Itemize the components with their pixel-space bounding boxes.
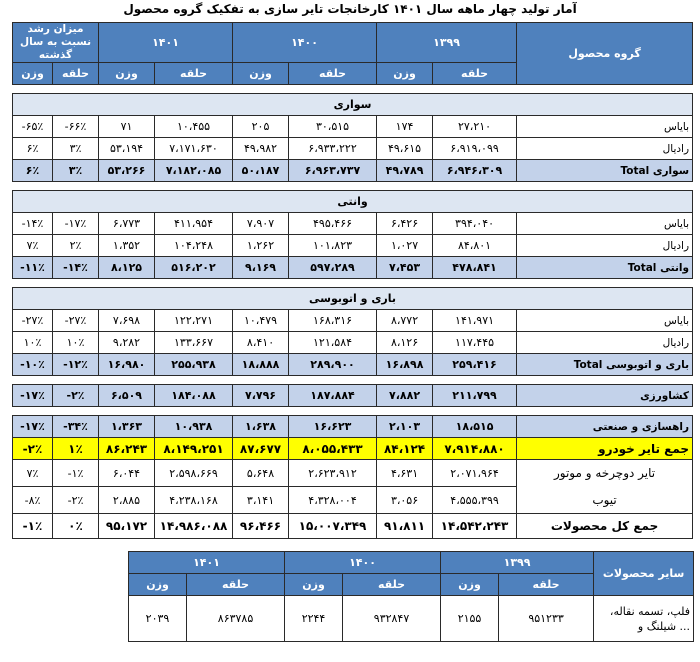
table-row	[13, 116, 693, 138]
weight-1401: ۹،۲۸۲	[99, 332, 155, 354]
row-label: کشاورزی	[517, 385, 693, 407]
growth-ring: ۳٪	[53, 138, 99, 160]
ring-1401: ۱۴،۹۸۶،۰۸۸	[155, 514, 233, 539]
weight-1401: ۱،۳۵۲	[99, 235, 155, 257]
ring-1400: ۱۸۷،۸۸۴	[289, 385, 377, 407]
weight-1400: ۹،۱۶۹	[233, 257, 289, 279]
ring-1400: ۱۰۱،۸۲۳	[289, 235, 377, 257]
weight-1401: ۵۳،۱۹۴	[99, 138, 155, 160]
ring-header: حلقه	[53, 63, 99, 85]
ring-1401: ۴،۲۳۸،۱۶۸	[155, 487, 233, 514]
row-label: تیوب	[517, 487, 693, 514]
ring-header: حلقه	[155, 63, 233, 85]
other-group-header: سایر محصولات	[594, 552, 694, 596]
total-row	[13, 257, 693, 279]
total-row	[13, 416, 693, 438]
growth-weight: -۱۷٪	[13, 385, 53, 407]
growth-ring: -۱۴٪	[53, 257, 99, 279]
growth-header: میزان رشد نسبت به سال گذشته	[13, 23, 99, 63]
weight-1399: ۱،۰۲۷	[377, 235, 433, 257]
table-row	[13, 310, 693, 332]
ring-1401: ۵۱۶،۲۰۲	[155, 257, 233, 279]
weight-1401: ۵۳،۲۶۶	[99, 160, 155, 182]
weight-header: وزن	[99, 63, 155, 85]
ring-1399: ۳۹۴،۰۴۰	[433, 213, 517, 235]
weight-1399: ۴۹،۷۸۹	[377, 160, 433, 182]
ring-1401: ۴۱۱،۹۵۴	[155, 213, 233, 235]
growth-ring: -۱۲٪	[53, 354, 99, 376]
growth-ring: -۲٪	[53, 487, 99, 514]
year-1399-header: ۱۳۹۹	[377, 23, 517, 63]
growth-ring: ۳٪	[53, 160, 99, 182]
weight-1401: ۸،۱۲۵	[99, 257, 155, 279]
row-label: رادیال	[517, 235, 693, 257]
ring-1400: ۸،۰۵۵،۴۳۳	[289, 438, 377, 460]
row-label: فلپ، تسمه نقاله، شیلنگ و ...	[594, 596, 694, 642]
table-row	[13, 213, 693, 235]
growth-weight: -۲۷٪	[13, 310, 53, 332]
ring-header: حلقه	[289, 63, 377, 85]
weight-header: وزن	[441, 574, 499, 596]
total-row	[13, 385, 693, 407]
weight-1400: ۱،۶۳۸	[233, 416, 289, 438]
growth-ring: -۱۷٪	[53, 213, 99, 235]
weight-header: وزن	[233, 63, 289, 85]
section-title: باری و اتوبوسی	[13, 288, 693, 310]
weight-header: وزن	[129, 574, 187, 596]
production-table	[12, 22, 693, 539]
ring-1401: ۱۰،۴۵۵	[155, 116, 233, 138]
ring-1399: ۲۵۹،۴۱۶	[433, 354, 517, 376]
ring-1399: ۷،۹۱۴،۸۸۰	[433, 438, 517, 460]
growth-weight: -۱۰٪	[13, 354, 53, 376]
row-label: جمع تایر خودرو	[517, 438, 693, 460]
growth-weight: ۷٪	[13, 235, 53, 257]
weight-1400: ۸۷،۶۷۷	[233, 438, 289, 460]
weight-header: وزن	[285, 574, 343, 596]
ring-1400: ۴۹۵،۴۶۶	[289, 213, 377, 235]
row-label: رادیال	[517, 332, 693, 354]
growth-weight: -۱۴٪	[13, 213, 53, 235]
weight-1401: ۶،۷۷۳	[99, 213, 155, 235]
auto-total-row	[13, 438, 693, 460]
year-1401-header: ۱۴۰۱	[129, 552, 285, 574]
ring-1401: ۸،۱۴۹،۲۵۱	[155, 438, 233, 460]
ring-1400: ۹۳۲۸۴۷	[343, 596, 441, 642]
growth-weight: ۶٪	[13, 138, 53, 160]
ring-1399: ۱۴،۵۴۲،۲۴۳	[433, 514, 517, 539]
weight-1401: ۸۶،۲۴۳	[99, 438, 155, 460]
weight-1401: ۱۶،۹۸۰	[99, 354, 155, 376]
weight-1400: ۲۲۴۴	[285, 596, 343, 642]
other-products-table	[128, 551, 694, 642]
table-row	[13, 332, 693, 354]
weight-1400: ۴۹،۹۸۲	[233, 138, 289, 160]
ring-1400: ۱۲۱،۵۸۴	[289, 332, 377, 354]
ring-1399: ۶،۹۴۶،۳۰۹	[433, 160, 517, 182]
weight-1399: ۲۱۵۵	[441, 596, 499, 642]
year-1400-header: ۱۴۰۰	[233, 23, 377, 63]
ring-1400: ۱۶۸،۳۱۶	[289, 310, 377, 332]
ring-1401: ۱۰،۹۳۸	[155, 416, 233, 438]
weight-1401: ۷۱	[99, 116, 155, 138]
weight-1400: ۷،۹۰۷	[233, 213, 289, 235]
ring-1401: ۱۸۴،۰۸۸	[155, 385, 233, 407]
ring-1400: ۴،۳۲۸،۰۰۴	[289, 487, 377, 514]
ring-1399: ۱۸،۵۱۵	[433, 416, 517, 438]
growth-weight: ۱۰٪	[13, 332, 53, 354]
growth-weight: -۱٪	[13, 514, 53, 539]
weight-1401: ۶،۵۰۹	[99, 385, 155, 407]
table-row	[129, 596, 694, 642]
growth-weight: ۶٪	[13, 160, 53, 182]
total-row	[13, 354, 693, 376]
growth-ring: ۱۰٪	[53, 332, 99, 354]
row-label: Total سواری	[517, 160, 693, 182]
ring-1399: ۱۴۱،۹۷۱	[433, 310, 517, 332]
ring-header: حلقه	[433, 63, 517, 85]
weight-1401: ۹۵،۱۷۲	[99, 514, 155, 539]
weight-1400: ۹۶،۴۶۶	[233, 514, 289, 539]
weight-1400: ۱۰،۴۷۹	[233, 310, 289, 332]
growth-ring: -۲۷٪	[53, 310, 99, 332]
year-1399-header: ۱۳۹۹	[441, 552, 594, 574]
row-label: Total باری و اتوبوسی	[517, 354, 693, 376]
ring-1401: ۱۳۳،۶۶۷	[155, 332, 233, 354]
growth-ring: -۲٪	[53, 385, 99, 407]
ring-1399: ۶،۹۱۹،۰۹۹	[433, 138, 517, 160]
weight-1399: ۸،۷۷۲	[377, 310, 433, 332]
weight-1400: ۵۰،۱۸۷	[233, 160, 289, 182]
growth-ring: -۶۶٪	[53, 116, 99, 138]
weight-1400: ۵،۶۴۸	[233, 460, 289, 487]
table-row	[13, 138, 693, 160]
ring-1401: ۱۰۴،۲۴۸	[155, 235, 233, 257]
row-label: Total وانتی	[517, 257, 693, 279]
growth-weight: -۸٪	[13, 487, 53, 514]
growth-ring: ۲٪	[53, 235, 99, 257]
ring-1400: ۶،۹۶۳،۷۳۷	[289, 160, 377, 182]
grand-total-row	[13, 514, 693, 539]
weight-1400: ۱۸،۸۸۸	[233, 354, 289, 376]
table-row	[13, 460, 693, 487]
growth-weight: -۱۱٪	[13, 257, 53, 279]
weight-1399: ۹۱،۸۱۱	[377, 514, 433, 539]
row-label: جمع کل محصولات	[517, 514, 693, 539]
row-label: تایر دوچرخه و موتور	[517, 460, 693, 487]
ring-1399: ۲،۰۷۱،۹۶۴	[433, 460, 517, 487]
row-label: بایاس	[517, 213, 693, 235]
weight-header: وزن	[377, 63, 433, 85]
weight-1399: ۱۶،۸۹۸	[377, 354, 433, 376]
table-row	[13, 235, 693, 257]
weight-1399: ۳،۰۵۶	[377, 487, 433, 514]
weight-1400: ۷،۷۹۶	[233, 385, 289, 407]
growth-ring: ۰٪	[53, 514, 99, 539]
weight-1401: ۲۰۳۹	[129, 596, 187, 642]
growth-weight: -۲٪	[13, 438, 53, 460]
weight-1401: ۶،۰۴۴	[99, 460, 155, 487]
ring-1400: ۲۸۹،۹۰۰	[289, 354, 377, 376]
ring-1400: ۲،۶۲۳،۹۱۲	[289, 460, 377, 487]
section-title: سواری	[13, 94, 693, 116]
ring-header: حلقه	[499, 574, 594, 596]
ring-1400: ۵۹۷،۲۸۹	[289, 257, 377, 279]
weight-1399: ۴،۶۳۱	[377, 460, 433, 487]
weight-1399: ۲،۱۰۳	[377, 416, 433, 438]
ring-1399: ۱۱۷،۴۴۵	[433, 332, 517, 354]
table-row	[13, 487, 693, 514]
ring-1399: ۲۱۱،۷۹۹	[433, 385, 517, 407]
weight-1400: ۱،۲۶۲	[233, 235, 289, 257]
weight-1400: ۳،۱۴۱	[233, 487, 289, 514]
ring-header: حلقه	[187, 574, 285, 596]
ring-1400: ۶،۹۳۳،۲۲۲	[289, 138, 377, 160]
ring-1401: ۷،۱۷۱،۶۳۰	[155, 138, 233, 160]
ring-1399: ۴۷۸،۸۴۱	[433, 257, 517, 279]
growth-weight: ۷٪	[13, 460, 53, 487]
year-1401-header: ۱۴۰۱	[99, 23, 233, 63]
weight-header: وزن	[13, 63, 53, 85]
weight-1400: ۸،۴۱۰	[233, 332, 289, 354]
ring-1400: ۱۵،۰۰۷،۳۴۹	[289, 514, 377, 539]
ring-1401: ۸۶۳۷۸۵	[187, 596, 285, 642]
page-title: آمار تولید چهار ماهه سال ۱۴۰۱ کارخانجات تایر سازی به تفکیک گروه محصول	[123, 2, 577, 16]
weight-1399: ۱۷۴	[377, 116, 433, 138]
growth-weight: -۶۵٪	[13, 116, 53, 138]
growth-ring: -۳۴٪	[53, 416, 99, 438]
ring-1399: ۴،۵۵۵،۳۹۹	[433, 487, 517, 514]
weight-1399: ۸،۱۲۶	[377, 332, 433, 354]
ring-1401: ۷،۱۸۲،۰۸۵	[155, 160, 233, 182]
year-1400-header: ۱۴۰۰	[285, 552, 441, 574]
row-label: بایاس	[517, 116, 693, 138]
ring-header: حلقه	[343, 574, 441, 596]
growth-ring: -۱٪	[53, 460, 99, 487]
weight-1401: ۲،۸۸۵	[99, 487, 155, 514]
ring-1401: ۲۵۵،۹۳۸	[155, 354, 233, 376]
ring-1400: ۱۶،۶۲۳	[289, 416, 377, 438]
section-title: وانتی	[13, 191, 693, 213]
row-label: بایاس	[517, 310, 693, 332]
weight-1401: ۱،۳۶۳	[99, 416, 155, 438]
row-label: راهسازی و صنعتی	[517, 416, 693, 438]
growth-weight: -۱۷٪	[13, 416, 53, 438]
weight-1399: ۷،۴۵۳	[377, 257, 433, 279]
weight-1399: ۴۹،۶۱۵	[377, 138, 433, 160]
ring-1399: ۲۷،۲۱۰	[433, 116, 517, 138]
ring-1401: ۱۲۲،۲۷۱	[155, 310, 233, 332]
weight-1399: ۷،۸۸۲	[377, 385, 433, 407]
weight-1400: ۲۰۵	[233, 116, 289, 138]
weight-1401: ۷،۶۹۸	[99, 310, 155, 332]
ring-1399: ۸۴،۸۰۱	[433, 235, 517, 257]
row-label: رادیال	[517, 138, 693, 160]
ring-1400: ۳۰،۵۱۵	[289, 116, 377, 138]
ring-1401: ۲،۵۹۸،۶۶۹	[155, 460, 233, 487]
weight-1399: ۶،۴۲۶	[377, 213, 433, 235]
weight-1399: ۸۴،۱۲۴	[377, 438, 433, 460]
total-row	[13, 160, 693, 182]
ring-1399: ۹۵۱۲۳۳	[499, 596, 594, 642]
group-header: گروه محصول	[517, 23, 693, 85]
growth-ring: ۱٪	[53, 438, 99, 460]
